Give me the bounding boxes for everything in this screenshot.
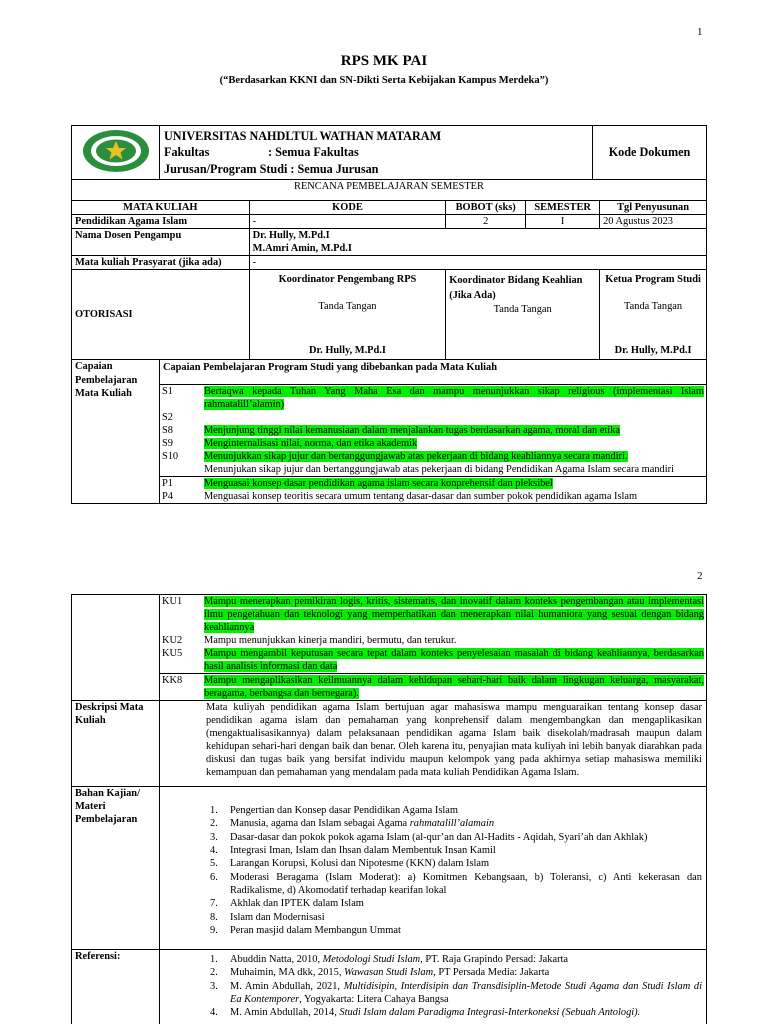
kk-item	[160, 674, 706, 700]
bahan-text	[230, 857, 702, 870]
otorisasi-koord-rps	[249, 270, 446, 360]
mk-kode: -	[249, 215, 446, 229]
p-text-content: Menguasai konsep dasar pendidikan agama islam secara konprehensif dan pleksibel	[203, 478, 553, 489]
bahan-item	[202, 897, 702, 910]
col-bobot: BOBOT (sks)	[446, 201, 526, 215]
mk-tgl: 20 Agustus 2023	[600, 215, 707, 229]
referensi-title: Metodologi Studi Islam	[322, 954, 421, 965]
bahan-text	[230, 844, 702, 857]
s-code: S10	[161, 451, 179, 462]
referensi-item	[202, 1006, 702, 1019]
s-text-content: Bertaqwa kepada Tuhan Yang Maha Esa dan mampu menunjukkan sikap religious (implementasi Islam rahmatalill’alamin)	[203, 386, 704, 410]
mk-semester: I	[526, 215, 600, 229]
referensi-label-text: Referensi	[75, 951, 117, 962]
bahan-number: 4.	[210, 844, 218, 856]
referensi-item	[202, 953, 702, 966]
fakultas-value: : Semua Fakultas	[268, 145, 359, 160]
deskripsi-text: Mata kuliyah pendidikan agama Islam bertujuan agar mahasiswa mampu menguaraikan tentang konsep dasar pendidikan agama islam dan pemahaman yang konprehensif dalam mengembangkan dan mengaplikasikan (mengaktualisasikannya) dalam pelaksanaan pendidikan agama Islam baik disekolah/madrasah maupun dalam kehidupan sehari-hari dengan baik dan benar. Oleh karena itu, penyajian mata kuliyah ini lebih banyak diarahkan pada diskusi dan tugas baik yang bersifat individu maupun kelompok yang pada akhirnya setiap mahasiswa memiliki kemampuan dan pemahaman yang mendalam pada mata kuliah Pendidikan Agama Islam.	[160, 701, 707, 787]
s-list	[160, 384, 706, 476]
otorisasi-label: OTORISASI	[72, 270, 250, 360]
p-item	[160, 490, 706, 503]
referensi-title: Studi Islam dalam Paradigma Integrasi-Interkoneksi (Sebuah Antologi).	[339, 1007, 641, 1019]
referensi-number: 1.	[210, 954, 218, 965]
koord-bidang-label: Koordinator Bidang Keahlian (Jika Ada)	[449, 275, 583, 302]
ku-code: KU5	[162, 648, 183, 659]
rps-header-table	[71, 125, 707, 180]
referensi-publisher: , PT. Raja Grapindo Persad: Jakarta	[420, 954, 569, 965]
koord-rps-label: Koordinator Pengembang RPS	[278, 274, 417, 285]
ku-text	[202, 595, 706, 634]
p-item	[160, 477, 706, 490]
bahan-number: 2.	[210, 818, 218, 830]
university-logo-icon	[81, 128, 151, 174]
university-logo	[72, 126, 160, 180]
dosen-2: M.Amri Amin, M.Pd.I	[252, 243, 352, 254]
bahan-item	[202, 911, 702, 924]
referensi-text	[230, 980, 702, 1007]
p-code: P1	[161, 478, 173, 489]
fakultas-row	[164, 144, 588, 160]
bahan-text-main: Manusia, agama dan Islam sebagai Agama	[230, 818, 410, 830]
cpl-header: Capaian Pembelajaran Program Studi yang dibebankan pada Mata Kuliah	[162, 362, 498, 373]
kk-text-content: Mampu mengaplikasikan keilmuannya dalam kehidupan sehari-hari baik dalam lingkugan keluarga, masyarakat, beragama, berbangsa dan bernegara).	[204, 675, 704, 699]
otorisasi-ketua	[600, 270, 707, 360]
bahan-text-italic: rahmatalill’alamain	[409, 818, 495, 830]
page-number: 1	[697, 26, 703, 38]
bahan-item	[202, 924, 702, 937]
bahan-text-main: Islam dan Modernisasi	[230, 911, 325, 923]
referensi-text	[230, 966, 702, 979]
university-name: UNIVERSITAS NAHDLTUL WATHAN MATARAM	[164, 129, 442, 143]
page-subtitle: (“Berdasarkan KKNI dan SN-Dikti Serta Kebijakan Kampus Merdeka”)	[219, 75, 549, 86]
s-text-content: Menjunjung tinggi nilai kemanusiaan dalam menjalankan tugas berdasarkan agama, moral dan etika	[203, 425, 621, 436]
p-text	[202, 477, 706, 490]
p-list	[160, 476, 706, 503]
s-text-content: Menunjukan sikap jujur dan bertanggungjawab atas pekerjaan di bidang Pendidikan Agama Islam secara mandiri	[203, 464, 674, 475]
ku-item	[160, 595, 706, 634]
bahan-text	[230, 871, 702, 898]
bahan-text-main: Peran masjid dalam Membangun Ummat	[230, 924, 401, 936]
s-item	[160, 450, 706, 463]
kode-dokumen: Kode Dokumen	[593, 126, 707, 180]
tanda-tangan-1: Tanda Tangan	[318, 301, 377, 312]
bahan-item	[202, 857, 702, 870]
ku-text	[202, 647, 706, 673]
s-text	[202, 450, 706, 463]
p-text	[202, 490, 706, 503]
ku-item	[160, 647, 706, 673]
bahan-number: 6.	[210, 871, 218, 883]
referensi-publisher: , PT Persada Media: Jakarta	[433, 967, 550, 979]
bahan-item	[202, 871, 702, 898]
kk-code: KK8	[162, 675, 183, 686]
referensi-publisher: , Yogyakarta: Litera Cahaya Bangsa	[299, 993, 449, 1005]
bahan-text	[230, 897, 702, 910]
bahan-text-main: Integrasi Iman, Islam dan Ihsan dalam Membentuk Insan Kamil	[230, 844, 496, 856]
s-item	[160, 463, 706, 476]
bahan-text	[230, 804, 702, 817]
referensi-title: Multidisipin, Interdisipin dan Transdisiplin-Metode Studi Agama dan Studi Islam di Ea Kontemporer	[230, 980, 702, 1005]
referensi-list	[202, 953, 702, 1020]
bahan-list	[202, 804, 702, 937]
p-code: P4	[161, 491, 173, 502]
kk-list	[160, 673, 706, 700]
tanda-tangan-2: Tanda Tangan	[493, 304, 552, 316]
bahan-item	[202, 817, 702, 830]
capaian-content	[159, 360, 706, 504]
p-text-content: Menguasai konsep teoritis secara umum tentang dasar-dasar dan sumber pokok pendidikan agama Islam	[203, 491, 638, 502]
ketua-prodi-label: Ketua Program Studi	[605, 274, 701, 285]
col-mata-kuliah: MATA KULIAH	[72, 201, 250, 215]
bahan-number: 9.	[210, 924, 218, 936]
bahan-number: 5.	[210, 858, 218, 870]
bahan-number: 1.	[210, 805, 218, 816]
capaian-label: Capaian Pembelajaran Mata Kuliah	[72, 360, 160, 504]
signature-name-1: Dr. Hully, M.Pd.I	[308, 345, 386, 356]
fakultas-label: Fakultas	[164, 145, 210, 160]
prodi-value: : Semua Jurusan	[290, 161, 379, 176]
bahan-item	[202, 831, 702, 844]
s-code: S9	[161, 438, 173, 449]
dosen-names	[249, 229, 706, 256]
prasyarat-label: Mata kuliah Prasyarat (jika ada)	[72, 256, 250, 270]
ku-code: KU2	[162, 635, 183, 646]
bahan-text	[230, 831, 702, 844]
s-text-content: Menunjukkan sikap jujur dan bertanggungjawab atas pekerjaan di bidang keahliannya secara mandiri.	[203, 451, 628, 462]
prodi-row	[164, 161, 588, 177]
bahan-item	[202, 844, 702, 857]
ku-list	[160, 595, 706, 673]
ku-code: KU1	[162, 596, 183, 607]
prasyarat-value: -	[249, 256, 706, 270]
dosen-1: Dr. Hully, M.Pd.I	[252, 230, 330, 241]
s-item	[160, 424, 706, 437]
col-kode: KODE	[249, 201, 446, 215]
s-code: S1	[161, 386, 173, 397]
bahan-text	[230, 817, 702, 830]
bahan-text-main: Dasar-dasar dan pokok pokok agama Islam (al-qur’an dan Al-Hadits - Aqidah, Syari’ah dan Akhlak)	[230, 831, 648, 843]
referensi-text	[230, 953, 702, 966]
mk-bobot: 2	[446, 215, 526, 229]
s-text	[202, 424, 706, 437]
ku-text	[202, 634, 706, 647]
referensi-author: Abuddin Natta, 2010,	[230, 954, 323, 965]
bahan-item	[202, 804, 702, 817]
rps-title: RENCANA PEMBELAJARAN SEMESTER	[72, 180, 707, 201]
referensi-label	[72, 950, 160, 1024]
bahan-text-main: Larangan Korupsi, Kolusi dan Nipotesme (KKN) dalam Islam	[230, 858, 490, 870]
s-text	[202, 463, 706, 476]
kk-text	[202, 674, 706, 700]
referensi-number: 3.	[210, 980, 218, 992]
referensi-item	[202, 980, 702, 1007]
bahan-text	[230, 911, 702, 924]
rps-table-continued	[71, 594, 707, 1024]
prodi-label: Jurusan/Program Studi	[164, 161, 288, 176]
ku-content	[160, 595, 707, 701]
bahan-text-main: Pengertian dan Konsep dasar Pendidikan Agama Islam	[230, 805, 458, 816]
bahan-text-main: Akhlak dan IPTEK dalam Islam	[230, 898, 364, 910]
bahan-number: 8.	[210, 911, 218, 923]
s-code: S8	[161, 425, 173, 436]
s-text-content: Menginternalisasi nilai, norma, dan etika akademik	[203, 438, 418, 449]
s-item	[160, 437, 706, 450]
s-text	[202, 411, 706, 424]
ku-item	[160, 634, 706, 647]
referensi-author: M. Amin Abdullah, 2021,	[230, 980, 344, 992]
referensi-text	[230, 1006, 702, 1019]
ku-label-cell	[72, 595, 160, 701]
s-code	[160, 463, 202, 476]
bahan-text-main: Moderasi Beragama (Islam Moderat): a) Komitmen Kebangsaan, b) Toleransi, c) Anti kekerasan dan Radikalisme, d) Akomodatif terhadap kearifan lokal	[230, 871, 702, 896]
bahan-list-cell	[160, 787, 707, 950]
ku-text-content: Mampu menerapkan pemikiran logis, kritis, sistematis, dan inovatif dalam konteks pengembangan atau implementasi ilmu pengetahuan dan teknologi yang memperhatikan dan menerapkan nilai humaniora yang sesuai dengan bidang keahliannya	[204, 596, 704, 633]
rps-table	[71, 179, 707, 504]
referensi-author: M. Amin Abdullah, 2014,	[230, 1007, 340, 1019]
bahan-label: Bahan Kajian/ Materi Pembelajaran	[72, 787, 160, 950]
bahan-text	[230, 924, 702, 937]
s-text	[202, 437, 706, 450]
page-number-2: 2	[697, 570, 703, 582]
bahan-number: 3.	[210, 831, 218, 843]
page-title: RPS MK PAI	[340, 53, 428, 69]
referensi-colon: :	[116, 951, 121, 962]
col-tgl: Tgl Penyusunan	[600, 201, 707, 215]
referensi-author: Muhaimin, MA dkk, 2015,	[230, 967, 345, 979]
dosen-label: Nama Dosen Pengampu	[72, 229, 250, 256]
ku-text-content: Mampu menunjukkan kinerja mandiri, bermutu, dan terukur.	[204, 635, 457, 646]
signature-name-3: Dr. Hully, M.Pd.I	[614, 345, 692, 356]
col-semester: SEMESTER	[526, 201, 600, 215]
university-info	[160, 126, 593, 180]
bahan-number: 7.	[210, 898, 218, 910]
referensi-number: 2.	[210, 967, 218, 979]
referensi-list-cell	[160, 950, 707, 1024]
tanda-tangan-3: Tanda Tangan	[624, 301, 683, 312]
s-item	[160, 411, 706, 424]
referensi-number: 4.	[210, 1007, 218, 1019]
referensi-title: Wawasan Studi Islam	[344, 967, 434, 979]
ku-text-content: Mampu mengambil keputusan secara tepat dalam konteks penyelesaian masalah di bidang keahliannya, berdasarkan hasil analisis informasi dan data	[204, 648, 704, 672]
otorisasi-koord-bidang	[446, 270, 600, 360]
deskripsi-label: Deskripsi Mata Kuliah	[72, 701, 160, 787]
mk-name: Pendidikan Agama Islam	[72, 215, 250, 229]
s-text	[202, 385, 706, 411]
s-code: S2	[161, 412, 173, 423]
referensi-item	[202, 966, 702, 979]
s-item	[160, 385, 706, 411]
